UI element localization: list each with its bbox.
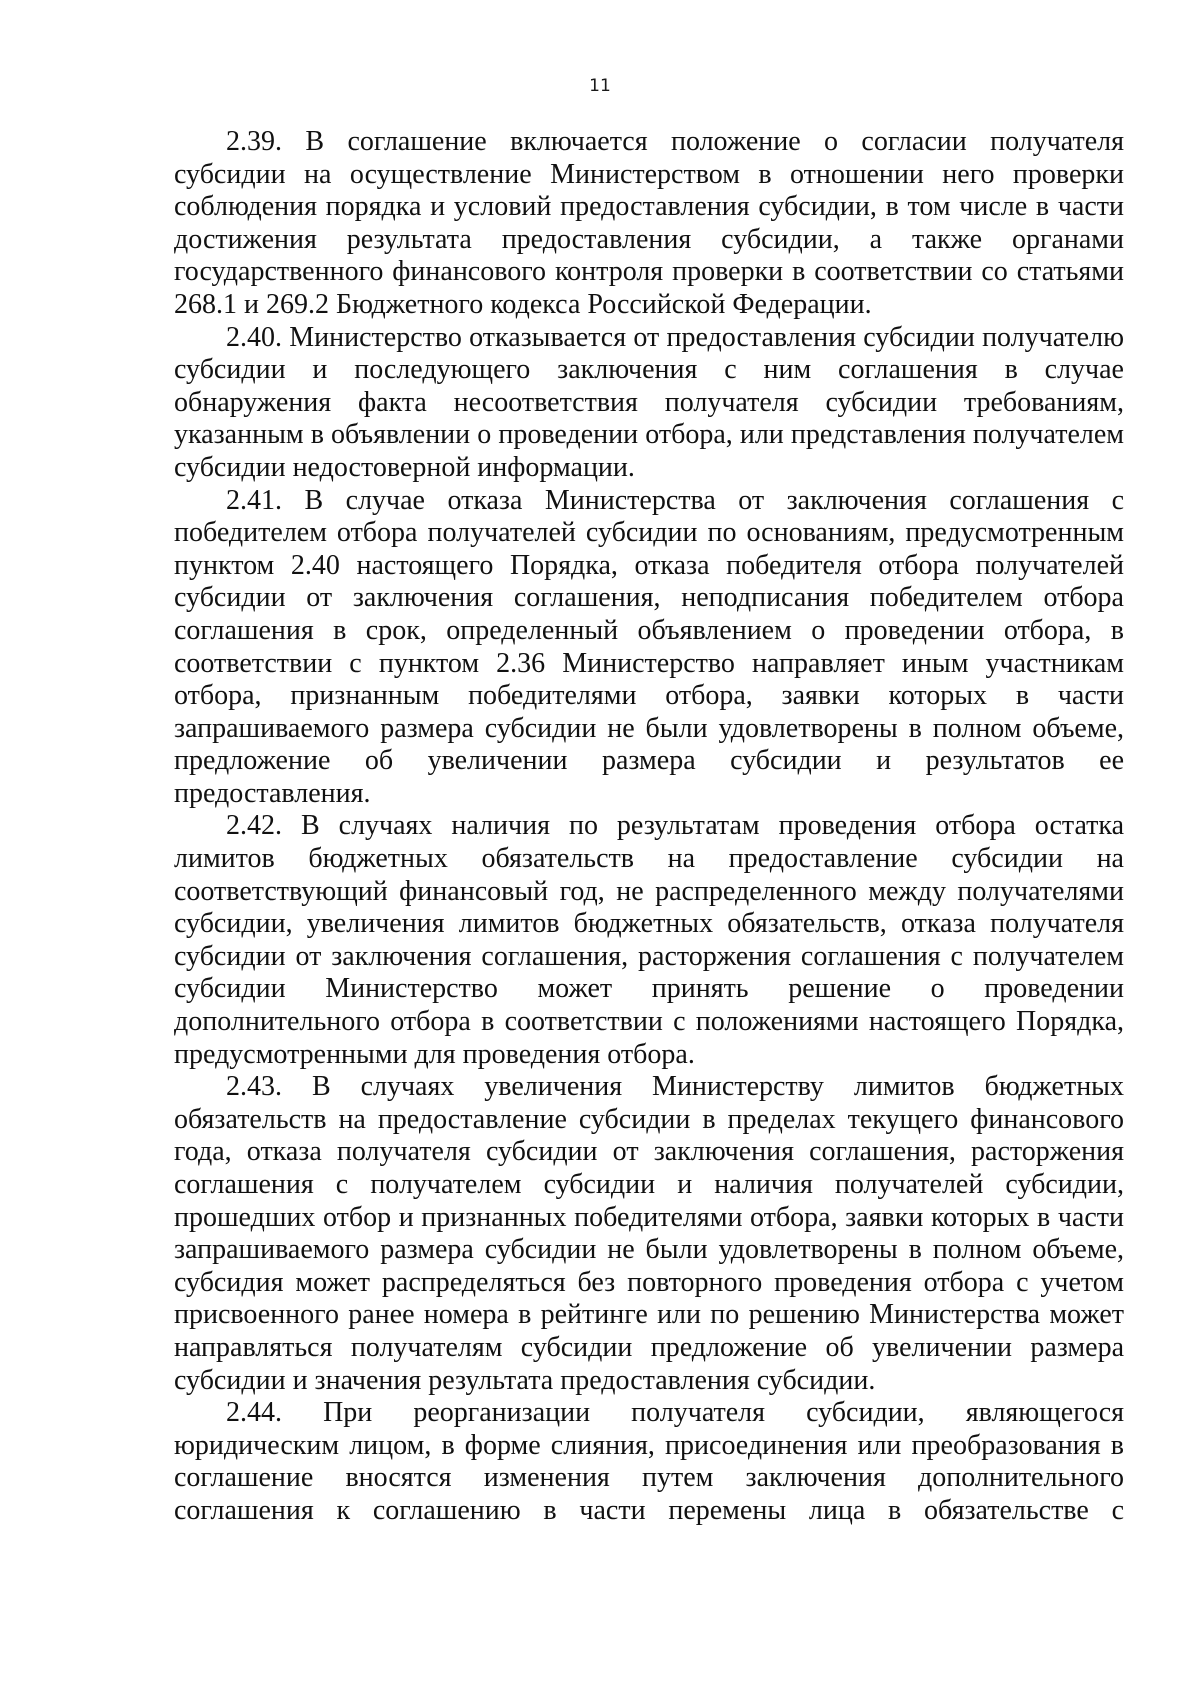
- paragraph-2-42: 2.42. В случаях наличия по результатам проведения отбора остатка лимитов бюджетных обязательств на предоставление субсидии на соответствующий финансовый год, не распределенного между получателями субсидии, увеличения лимитов бюджетных обязательств, отказа получателя субсидии от заключения соглашения, расторжения соглашения с получателем субсидии Министерство может принять решение о проведении дополнительного отбора в соответствии с положениями настоящего Порядка, предусмотренными для проведения отбора.: [174, 810, 1124, 1070]
- document-body: [174, 126, 1124, 1528]
- paragraph-2-43: 2.43. В случаях увеличения Министерству лимитов бюджетных обязательств на предоставление субсидии в пределах текущего финансового года, отказа получателя субсидии от заключения соглашения, расторжения соглашения с получателем субсидии и наличия получателей субсидии, прошедших отбор и признанных победителями отбора, заявки которых в части запрашиваемого размера субсидии не были удовлетворены в полном объеме, субсидия может распределяться без повторного проведения отбора с учетом присвоенного ранее номера в рейтинге или по решению Министерства может направляться получателям субсидии предложение об увеличении размера субсидии и значения результата предоставления субсидии.: [174, 1071, 1124, 1396]
- page-number: 11: [589, 76, 611, 96]
- paragraph-2-40: 2.40. Министерство отказывается от предоставления субсидии получателю субсидии и последующего заключения с ним соглашения в случае обнаружения факта несоответствия получателя субсидии требованиям, указанным в объявлении о проведении отбора, или представления получателем субсидии недостоверной информации.: [174, 321, 1124, 483]
- paragraph-2-44: 2.44. При реорганизации получателя субсидии, являющегося юридическим лицом, в форме слияния, присоединения или преобразования в соглашение вносятся изменения путем заключения дополнительного соглашения к соглашению в части перемены лица в обязательстве с: [174, 1397, 1124, 1526]
- paragraph-2-41: 2.41. В случае отказа Министерства от заключения соглашения с победителем отбора получателей субсидии по основаниям, предусмотренным пунктом 2.40 настоящего Порядка, отказа победителя отбора получателей субсидии от заключения соглашения, неподписания победителем отбора соглашения в срок, определенный объявлением о проведении отбора, в соответствии с пунктом 2.36 Министерство направляет иным участникам отбора, признанным победителями отбора, заявки которых в части запрашиваемого размера субсидии не были удовлетворены в полном объеме, предложение об увеличении размера субсидии и результатов ее предоставления.: [174, 484, 1124, 809]
- paragraph-2-39: 2.39. В соглашение включается положение о согласии получателя субсидии на осуществление Министерством в отношении него проверки соблюдения порядка и условий предоставления субсидии, в том числе в части достижения результата предоставления субсидии, а также органами государственного финансового контроля проверки в соответствии со статьями 268.1 и 269.2 Бюджетного кодекса Российской Федерации.: [174, 126, 1124, 320]
